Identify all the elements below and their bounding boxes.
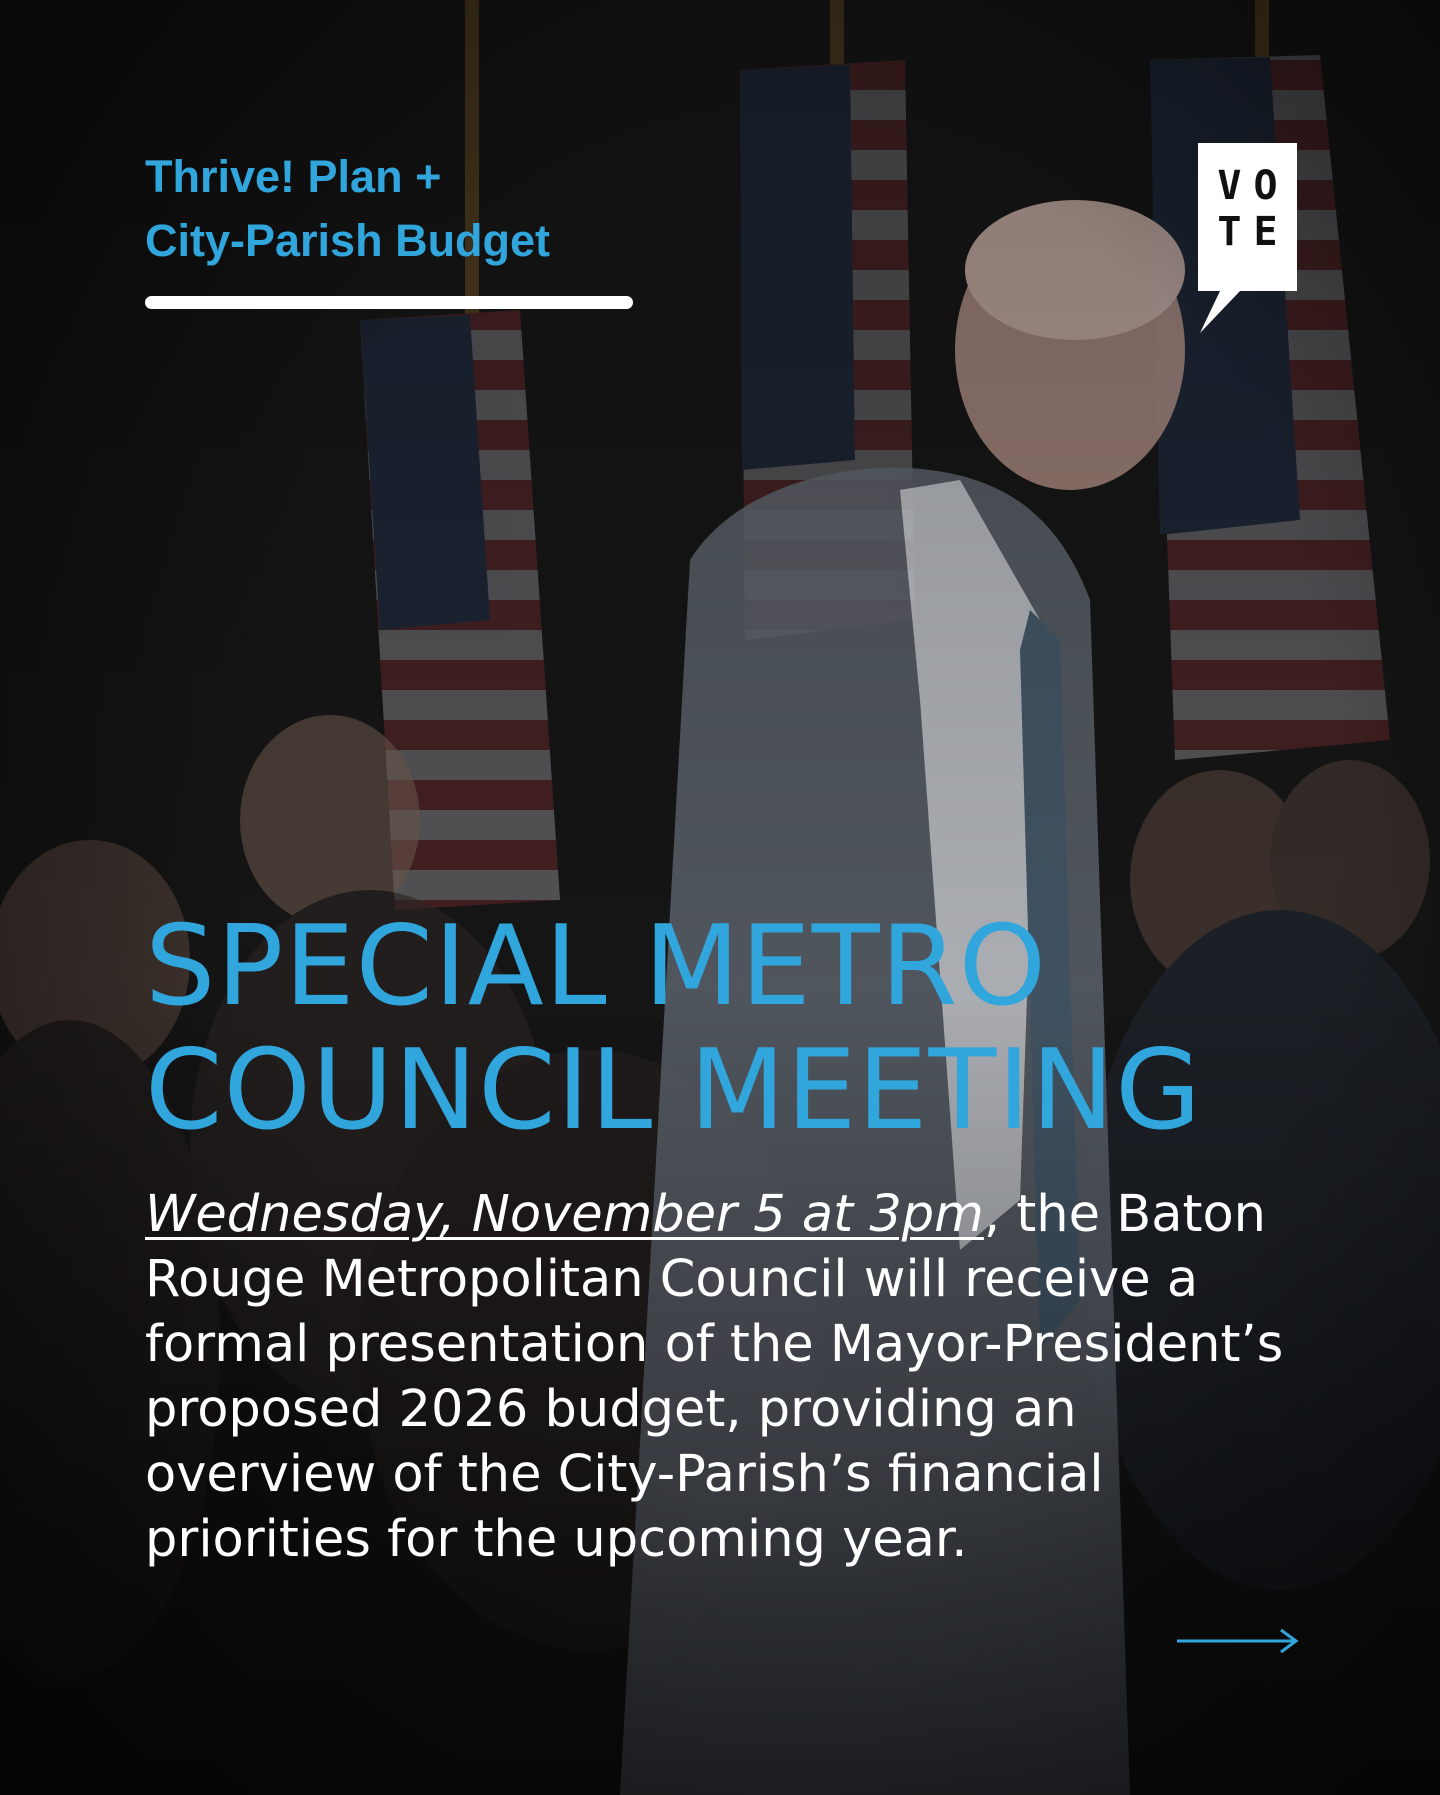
headline-line-2: COUNCIL MEETING xyxy=(145,1026,1203,1155)
meeting-description xyxy=(145,1182,1310,1572)
topic-kicker xyxy=(145,145,550,273)
kicker-underline xyxy=(145,296,633,309)
vote-logo-text xyxy=(1202,163,1293,255)
headline-line-1: SPECIAL METRO xyxy=(145,902,1048,1031)
arrow-right-icon[interactable] xyxy=(1175,1626,1300,1656)
description-text: , the Baton Rouge Metropolitan Council will receive a formal presentation of the Mayor-President’s proposed 2026 budget, providing an overview of the City-Parish’s financial priorities for the upcoming year. xyxy=(145,1185,1284,1569)
logo-line-1: VO xyxy=(1217,163,1290,209)
headline xyxy=(145,902,1345,1155)
logo-line-2: TE xyxy=(1217,209,1290,255)
meeting-date: Wednesday, November 5 at 3pm xyxy=(145,1185,984,1244)
kicker-line-1: Thrive! Plan + xyxy=(145,151,442,202)
kicker-line-2: City-Parish Budget xyxy=(145,215,551,266)
